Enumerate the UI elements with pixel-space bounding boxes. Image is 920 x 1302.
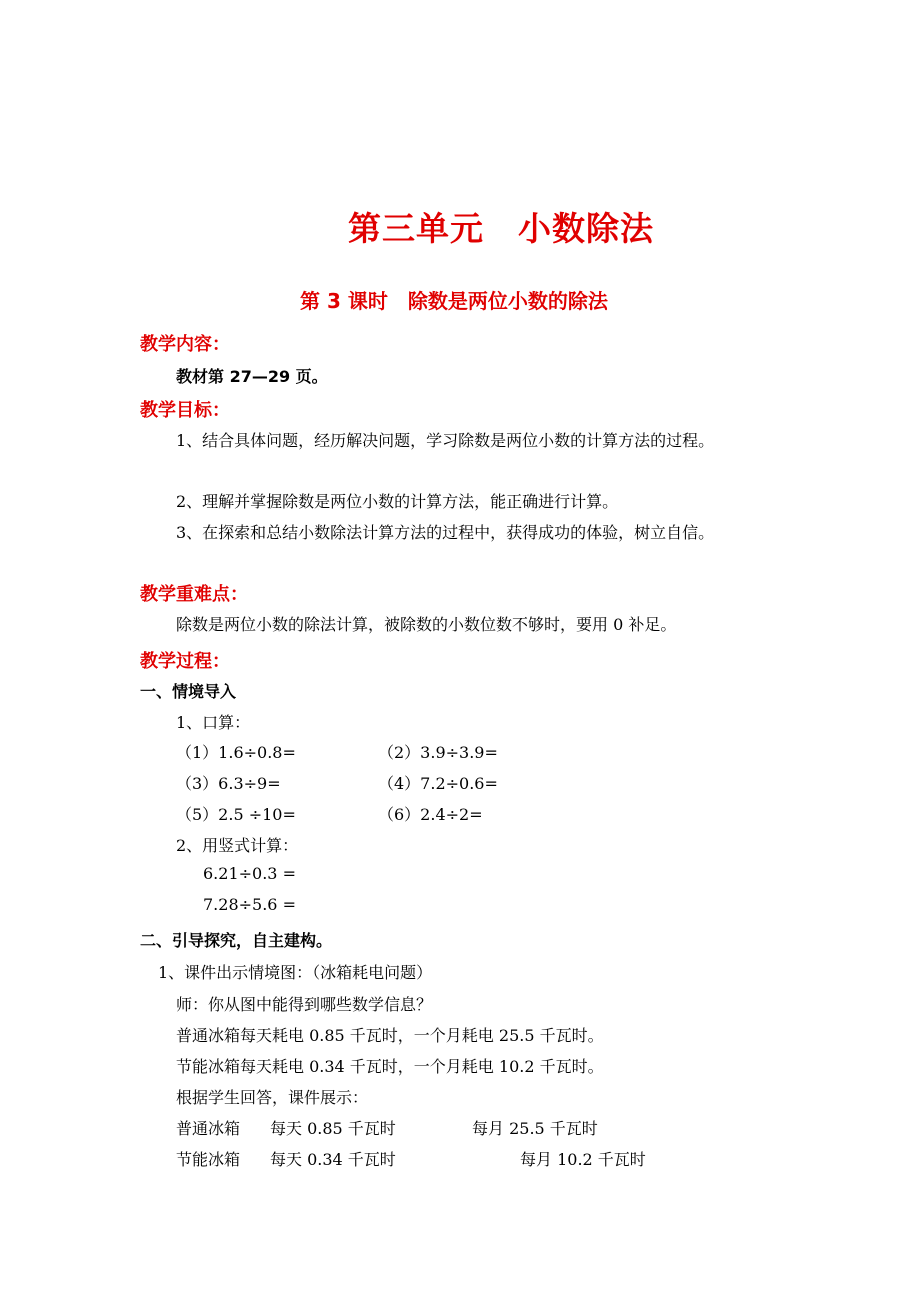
key-points-text: 除数是两位小数的除法计算，被除数的小数位数不够时，要用 0 补足。 — [176, 615, 677, 634]
oral-label: 1、口算： — [176, 713, 251, 732]
section-line: 普通冰箱每天耗电 0.85 千瓦时，一个月耗电 25.5 千瓦时。 — [176, 1026, 604, 1045]
oral-item: （2）3.9÷3.9= — [378, 743, 498, 762]
oral-item: （1）1.6÷0.8= — [176, 743, 296, 762]
vertical-label: 2、用竖式计算： — [176, 836, 299, 855]
objectives-heading: 教学目标： — [140, 400, 230, 421]
vertical-item: 6.21÷0.3 = — [203, 864, 296, 883]
oral-item: （3）6.3÷9= — [176, 774, 281, 793]
table-cell: 节能冰箱 — [176, 1150, 241, 1169]
oral-item: （5）2.5 ÷10= — [176, 805, 296, 824]
oral-item: （4）7.2÷0.6= — [378, 774, 498, 793]
oral-item: （6）2.4÷2= — [378, 805, 483, 824]
lesson-subtitle: 第 3 课时 除数是两位小数的除法 — [300, 289, 608, 313]
key-points-heading: 教学重难点： — [140, 584, 248, 605]
section-line: 师：你从图中能得到哪些数学信息？ — [176, 995, 433, 1014]
process-heading: 教学过程： — [140, 651, 230, 672]
section-line: 节能冰箱每天耗电 0.34 千瓦时，一个月耗电 10.2 千瓦时。 — [176, 1057, 604, 1076]
table-cell: 普通冰箱 — [176, 1119, 241, 1138]
section-title: 二、引导探究，自主建构。 — [140, 931, 333, 950]
section-title: 一、情境导入 — [140, 682, 237, 701]
table-cell: 每月 25.5 千瓦时 — [472, 1119, 598, 1138]
objective-item: 3、在探索和总结小数除法计算方法的过程中，获得成功的体验，树立自信。 — [176, 523, 715, 542]
content-heading: 教学内容： — [140, 334, 230, 355]
table-cell: 每天 0.34 千瓦时 — [270, 1150, 396, 1169]
section-line: 1、课件出示情境图：（冰箱耗电问题） — [158, 963, 433, 982]
section-line: 根据学生回答，课件展示： — [176, 1088, 369, 1107]
objective-item: 1、结合具体问题，经历解决问题，学习除数是两位小数的计算方法的过程。 — [176, 431, 715, 450]
table-cell: 每天 0.85 千瓦时 — [270, 1119, 396, 1138]
table-cell: 每月 10.2 千瓦时 — [520, 1150, 646, 1169]
page-title: 第三单元 小数除法 — [348, 209, 654, 248]
content-text: 教材第 27—29 页。 — [176, 367, 328, 386]
vertical-item: 7.28÷5.6 = — [203, 895, 296, 914]
objective-item: 2、理解并掌握除数是两位小数的计算方法，能正确进行计算。 — [176, 492, 619, 511]
